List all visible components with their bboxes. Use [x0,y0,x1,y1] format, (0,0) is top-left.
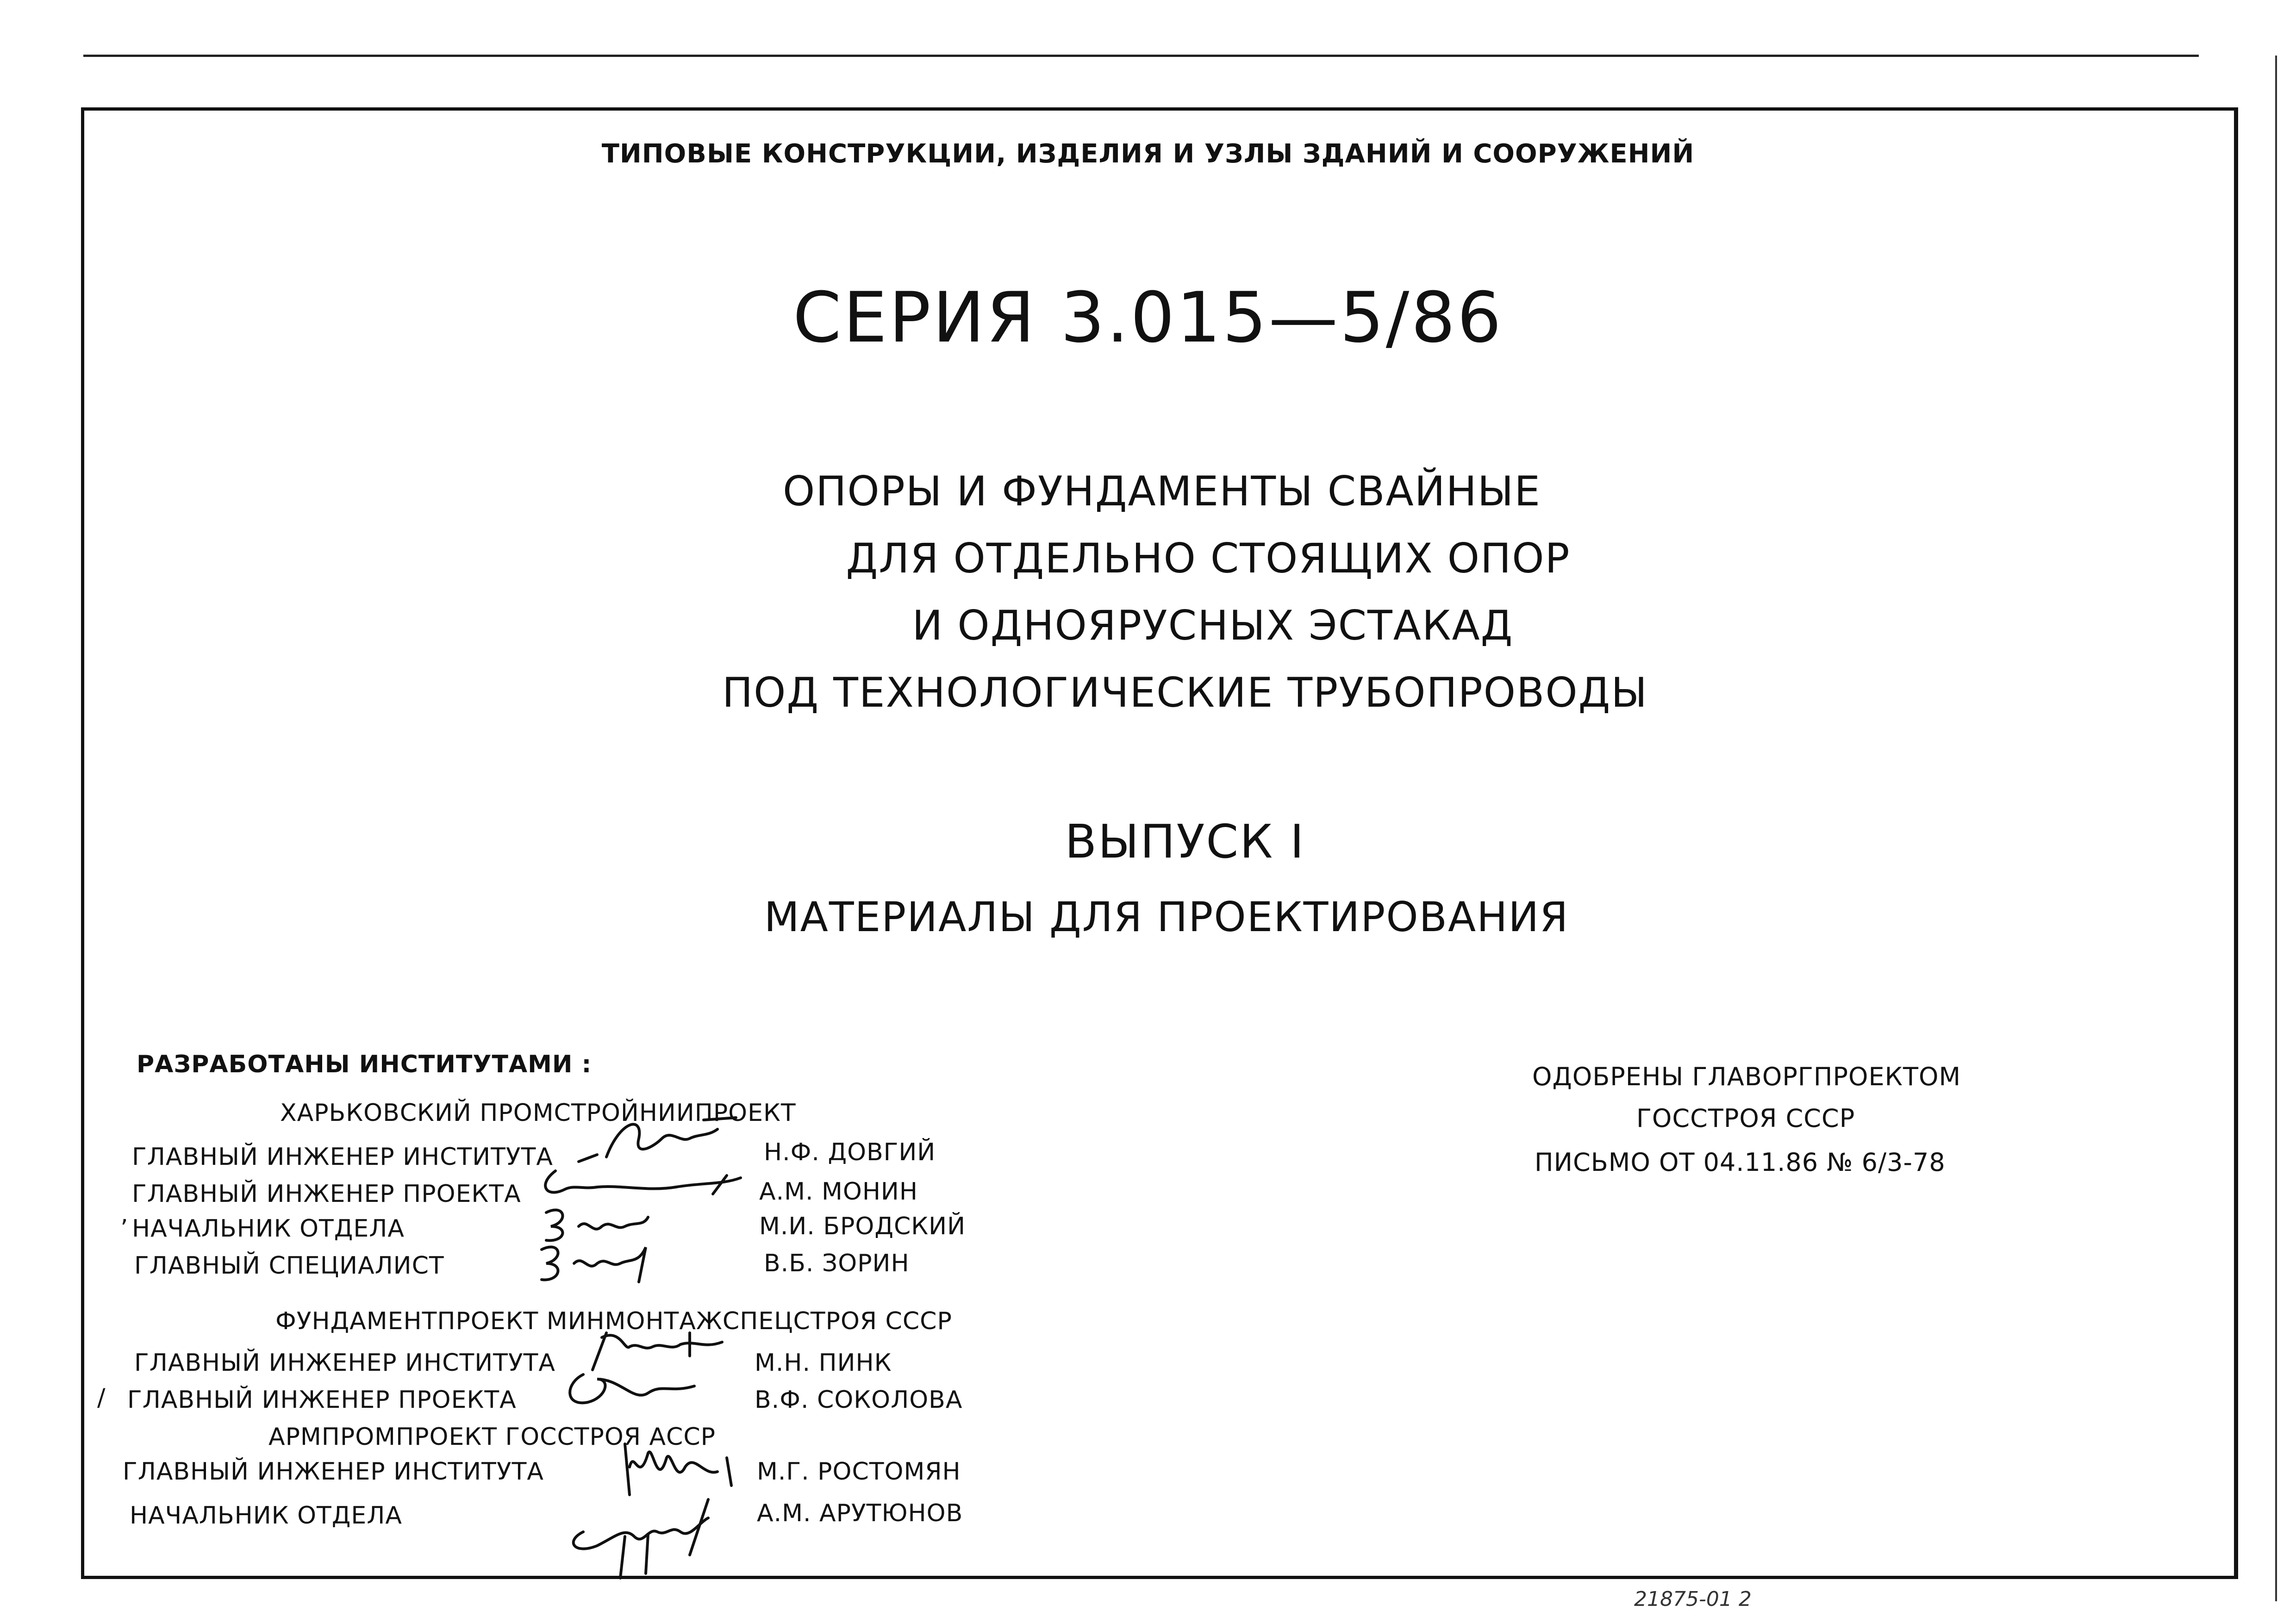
person-3-role-mark: ’ [120,1215,129,1243]
person-3-name: М.И. БРОДСКИЙ [759,1213,966,1240]
institute-3-name: АРМПРОМПРОЕКТ ГОССТРОЯ АССР [268,1423,716,1451]
person-1-name: Н.Ф. ДОВГИЙ [764,1138,936,1166]
person-6-name: В.Ф. СОКОЛОВА [755,1386,963,1414]
subject-line-4: ПОД ТЕХНОЛОГИЧЕСКИЕ ТРУБОПРОВОДЫ [722,669,1648,716]
approval-line-3: ПИСЬМО ОТ 04.11.86 № 6/3-78 [1535,1148,1946,1177]
person-5-role: ГЛАВНЫЙ ИНЖЕНЕР ИНСТИТУТА [134,1349,555,1377]
subject-line-2: ДЛЯ ОТДЕЛЬНО СТОЯЩИХ ОПОР [846,535,1571,582]
subject-line-3: И ОДНОЯРУСНЫХ ЭСТАКАД [912,602,1514,649]
person-5-name: М.Н. ПИНК [755,1349,892,1377]
header-line: ТИПОВЫЕ КОНСТРУКЦИИ, ИЗДЕЛИЯ И УЗЛЫ ЗДАНИЙ И СООРУЖЕНИЙ [601,139,1695,169]
top-rule [83,55,2199,57]
issue-subtitle: МАТЕРИАЛЫ ДЛЯ ПРОЕКТИРОВАНИЯ [764,893,1569,941]
person-4-role: ГЛАВНЫЙ СПЕЦИАЛИСТ [134,1252,444,1280]
approval-line-1: ОДОБРЕНЫ ГЛАВОРГПРОЕКТОМ [1532,1062,1961,1091]
footer-inventory-number: 21875-01 2 [1634,1587,1752,1611]
person-3-role: НАЧАЛЬНИК ОТДЕЛА [132,1215,405,1243]
person-4-name: В.Б. ЗОРИН [764,1250,910,1277]
person-2-role: ГЛАВНЫЙ ИНЖЕНЕР ПРОЕКТА [132,1180,521,1208]
approval-line-2: ГОССТРОЯ СССР [1636,1104,1855,1133]
issue-title: ВЫПУСК I [1065,815,1305,869]
person-6-role: ГЛАВНЫЙ ИНЖЕНЕР ПРОЕКТА [127,1386,517,1414]
person-7-role: ГЛАВНЫЙ ИНЖЕНЕР ИНСТИТУТА [123,1458,544,1486]
institute-1-name: ХАРЬКОВСКИЙ ПРОМСТРОЙНИИПРОЕКТ [280,1099,796,1127]
developers-heading: РАЗРАБОТАНЫ ИНСТИТУТАМИ : [137,1051,592,1078]
subject-line-1: ОПОРЫ И ФУНДАМЕНТЫ СВАЙНЫЕ [782,467,1541,515]
signature-arutyunov [555,1481,741,1583]
person-8-role: НАЧАЛЬНИК ОТДЕЛА [130,1502,402,1530]
signature-zorin [532,1236,657,1291]
person-2-name: А.М. МОНИН [759,1178,918,1206]
institute-2-name: ФУНДАМЕНТПРОЕКТ МИНМОНТАЖСПЕЦСТРОЯ СССР [275,1307,952,1335]
person-7-name: М.Г. РОСТОМЯН [757,1458,961,1486]
person-6-role-mark: / [97,1384,106,1412]
series-title: СЕРИЯ 3.015—5/86 [792,278,1504,358]
signature-sokolova [555,1365,713,1416]
person-1-role: ГЛАВНЫЙ ИНЖЕНЕР ИНСТИТУТА [132,1143,553,1171]
person-8-name: А.М. АРУТЮНОВ [757,1499,963,1527]
